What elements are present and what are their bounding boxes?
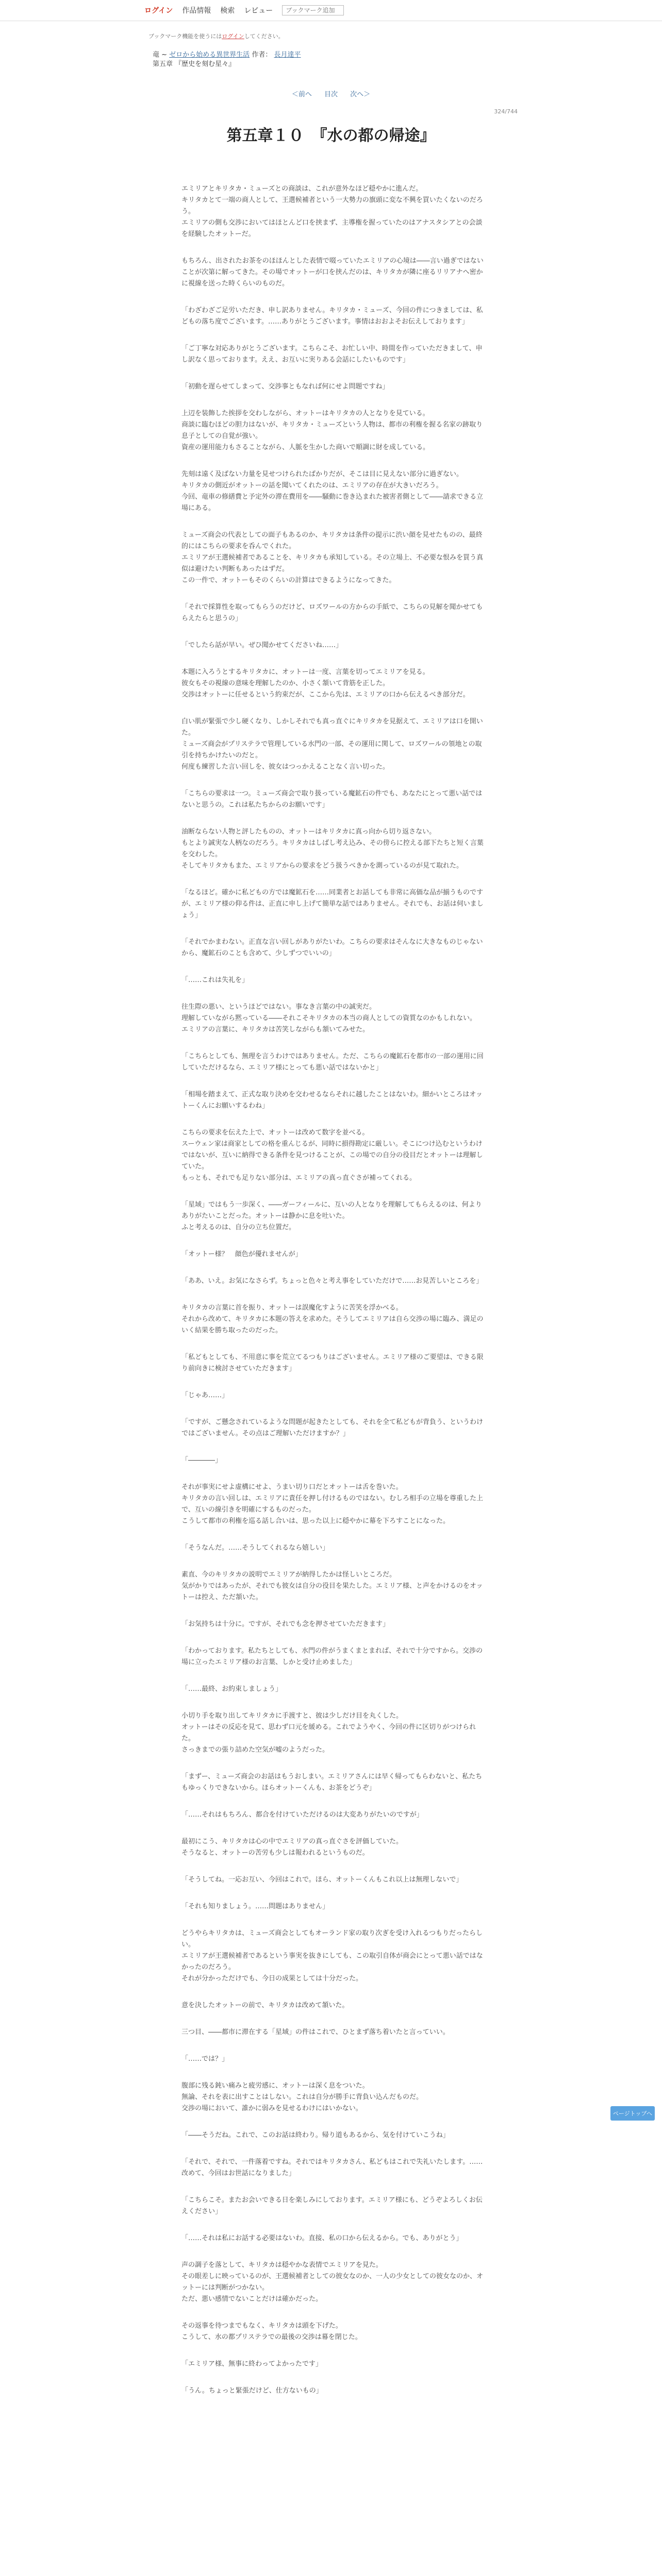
body-paragraph: もちろん、出されたお茶をのほほんとした表情で啜っていたエミリアの心境は――言い過ぎではないことが次第に解ってきた。その場でオットーが口を挟んだのは、キリタカが隣に座るリリアナへ密かに視線を送った時くらいのものだ。 xyxy=(181,257,484,287)
body-paragraph: 「それも知りましょう。……問題はありません」 xyxy=(181,1903,329,1910)
author-prefix: 作者： xyxy=(252,51,272,59)
notice-login-link[interactable]: ログイン xyxy=(222,33,244,40)
chapter-line xyxy=(153,60,301,69)
series-label: 竜 ~ xyxy=(153,51,168,59)
body-paragraph: 「まずー、ミューズ商会のお話はもうおしまい。エミリアさんには早く帰ってもらわないと、私たちもゆっくりできないから。ほらオットーくんも、お茶をどうぞ」 xyxy=(181,1773,483,1792)
body-paragraph: キリタカの言葉に首を振り、オットーは誤魔化すように苦笑を浮かべる。 それから改めて、キリタカに本題の答えを求めた。そうしてエミリアは自ら交渉の場に臨み、満足のいく結果を勝ち取ったのだった。 xyxy=(181,1304,484,1334)
body-paragraph: 「それでかまわない。正直な言い回しがありがたいわ。こちらの要求はそんなに大きなものじゃないから、魔鉱石のことも含めて、少しずつでいいの」 xyxy=(181,938,483,957)
body-paragraph: 「お気持ちは十分に。ですが、それでも念を押させていただきます」 xyxy=(181,1620,390,1628)
body-paragraph: 「なるほど。確かに私どもの方では魔鉱石を……同業者とお話しても非常に高価な品が揃うものですが、エミリア様の仰る件は、正直に申し上げて簡単な話ではありません。それでも、お話は伺いましょう」 xyxy=(181,889,484,919)
body-paragraph: 「こちらとしても、無理を言うわけではありません。ただ、こちらの魔鉱石を都市の一部の運用に回していただけるなら、エミリア様にとっても悪い話ではないかと」 xyxy=(181,1053,484,1072)
page-top-button[interactable]: ページトップへ xyxy=(610,2106,655,2121)
notice-prefix: ブックマーク機能を使うには xyxy=(148,33,222,40)
works-link[interactable]: 作品情報 xyxy=(182,7,211,15)
body-paragraph: 「わかっております。私たちとしても、水門の件がうまくまとまれば、それで十分ですから。交渉の場に立ったエミリア様のお言葉、しかと受け止めました」 xyxy=(181,1647,483,1666)
body-paragraph: 「オットー様？ 顔色が優れませんが」 xyxy=(181,1250,302,1258)
prev-episode-link[interactable]: ＜前へ xyxy=(291,91,312,98)
body-paragraph: 「……最終、お約束しましょう」 xyxy=(181,1685,283,1693)
body-paragraph: 「じゃあ……」 xyxy=(181,1392,229,1399)
novel-header xyxy=(153,50,301,69)
body-paragraph: 「私どもとしても、不用意に事を荒立てるつもりはございません。エミリア様のご要望は、できる限り前向きに検討させていただきます」 xyxy=(181,1353,484,1372)
body-paragraph: 「そうなんだ。……そうしてくれるなら嬉しい」 xyxy=(181,1544,329,1552)
chapter-subtitle: 『歴史を刻む星々』 xyxy=(175,60,236,68)
body-paragraph: その返事を待つまでもなく、キリタカは頭を下げた。 こうして、水の都プリステラでの最後の交渉は幕を閉じた。 xyxy=(181,2322,362,2341)
login-link[interactable]: ログイン xyxy=(144,7,173,15)
search-link[interactable]: 検索 xyxy=(220,7,235,15)
body-paragraph: 「ですが、ご懸念されているような問題が起きたとしても、それを全て私どもが背負う、というわけではございません。その点はご理解いただけますか？」 xyxy=(181,1418,484,1437)
body-paragraph: 「星域」ではもう一歩深く、――ガーフィールに、互いの人となりを理解してもらえるのは、何よりありがたいことだった。オットーは静かに息を吐いた。 ふと考えるのは、自分の立ち位置だ。 xyxy=(181,1201,482,1231)
body-paragraph: 本題に入ろうとするキリタカに、オットーは一度、言葉を切ってエミリアを見る。 彼女もその視線の意味を理解したのか、小さく頷いて背筋を正した。 交渉はオットーに任せるという約束だが、ここから先は、エミリアの口から伝えるべき部分だ。 xyxy=(181,668,470,699)
episode-navigation xyxy=(0,89,662,98)
body-paragraph: 「――――」 xyxy=(181,1456,222,1464)
body-paragraph: 「……それは私にお話する必要はないわ。直接、私の口から伝えるから。でも、ありがとう」 xyxy=(181,2234,463,2242)
body-paragraph: 小切り手を取り出してキリタカに手渡すと、彼は少しだけ目を丸くした。 オットーはその反応を見て、思わず口元を緩める。これでようやく、今回の件に区切りがつけられた。 さっきまでの張り詰めた空気が嘘のようだった。 xyxy=(181,1712,476,1754)
episode-title: 第五章１０ 『水の都の帰途』 xyxy=(226,127,436,145)
series-line xyxy=(153,50,301,60)
notice-suffix: してください。 xyxy=(244,33,284,40)
body-paragraph: エミリアとキリタカ・ミューズとの商談は、これが意外なほど穏やかに進んだ。 キリタカとて一端の商人として、王選候補者という一大勢力の旗頭に変な不興を買いたくないのだろう。 エミリアの側も交渉においてはほとんど口を挟まず、主導権を握っていたのはアナスタシアとの会談を経験したオットーだ。 xyxy=(181,185,483,238)
chapter-number: 第五章 xyxy=(153,60,173,68)
body-paragraph: 「エミリア様、無事に終わってよかったです」 xyxy=(181,2360,322,2368)
body-paragraph: 「……では？」 xyxy=(181,2055,229,2063)
body-paragraph: 「こちらの要求は一つ。ミューズ商会で取り扱っている魔鉱石の件でも、あなたにとって悪い話ではないと思うの。これは私たちからのお願いです」 xyxy=(181,790,483,809)
body-paragraph: それが事実にせよ虚構にせよ、うまい切り口だとオットーは舌を巻いた。 キリタカの言い回しは、エミリアに責任を押し付けるものではない。むしろ相手の立場を尊重した上で、互いの線引きを明確にするものだった。 こうして都市の利権を巡る話し合いは、思った以上に穏やかに幕を下ろすことになった。 xyxy=(181,1483,484,1525)
review-link[interactable]: レビュー xyxy=(244,7,273,15)
body-paragraph: 白い肌が緊張で少し硬くなり、しかしそれでも真っ直ぐにキリタカを見据えて、エミリアは口を開いた。 ミューズ商会がプリステラで管理している水門の一部、その運用に関して、ロズワールの領地との取引を持ちかけたいのだと。 何度も練習した言い回しを、彼女はつっかえることなく言い切った。 xyxy=(181,718,483,771)
body-paragraph: 「それで、それで、一件落着ですね。それではキリタカさん、私どもはこれで失礼いたします。……改めて、今回はお世話になりました」 xyxy=(181,2158,483,2177)
episode-number: 324/744 xyxy=(494,108,518,115)
body-paragraph: 「――そうだね。これで、このお話は終わり。帰り道もあるから、気を付けていこうね」 xyxy=(181,2131,450,2139)
body-paragraph: 素直、今のキリタカの説明でエミリアが納得したかは怪しいところだ。 気がかりではあったが、それでも彼女は自分の役目を果たした。エミリア様、と声をかけるのをオットーは控え、ただ頷いた。 xyxy=(181,1571,483,1601)
top-navigation-bar xyxy=(0,0,662,21)
next-episode-link[interactable]: 次へ＞ xyxy=(350,91,371,98)
series-title-link[interactable]: ゼロから始める異世界生活 xyxy=(169,51,250,59)
body-paragraph: 「そうしてね。一応お互い、今回はこれで。ほら、オットーくんもこれ以上は無理しないで」 xyxy=(181,1876,463,1884)
body-paragraph: 上辺を装飾した挨拶を交わしながら、オットーはキリタカの人となりを見ている。 商談に臨むほどの胆力はないが、キリタカ・ミューズという人物は、都市の利権を握る名家の跡取り息子としての自覚が強い。 資産の運用能力もさることながら、人脈を生かした商いで順調に財を成している。 xyxy=(181,410,483,451)
body-paragraph: 最初にこう、キリタカは心の中でエミリアの真っ直ぐさを評価していた。 そうなると、オットーの苦労も少しは報われるというものだ。 xyxy=(181,1838,403,1857)
body-paragraph: 先刻は遠く及ばない力量を見せつけられたばかりだが、そこは目に見えない部分に過ぎない。 キリタカの側近がオットーの話を聞いてくれたのは、エミリアの存在が大きいだろう。 今回、竜車の修繕費と予定外の滞在費用を――騒動に巻き込まれた被害者側として――請求できる立場にある。 xyxy=(181,470,484,512)
body-paragraph: 「相場を踏まえて、正式な取り決めを交わせるならそれに越したことはないわ。細かいところはオットーくんにお願いするわね」 xyxy=(181,1091,483,1110)
author-link[interactable]: 長月達平 xyxy=(274,51,301,59)
body-paragraph: 「ご丁寧な対応ありがとうございます。こちらこそ、お忙しい中、時間を作っていただきまして、申し訳なく思っております。ええ、お互いに実りある会話にしたいものです」 xyxy=(181,345,483,364)
top-navigation-items xyxy=(144,0,344,21)
body-paragraph: 「……これは失礼を」 xyxy=(181,976,249,984)
body-paragraph: 腹部に残る鈍い痛みと疲労感に、オットーは深く息をついた。 無論、それを表に出すことはしない。これは自分が勝手に背負い込んだものだ。 交渉の場において、誰かに弱みを見せるわけにはいかない。 xyxy=(181,2082,423,2112)
body-paragraph: 「こちらこそ。またお会いできる日を楽しみにしております。エミリア様にも、どうぞよろしくお伝えください」 xyxy=(181,2196,483,2215)
body-paragraph: 声の調子を落として、キリタカは穏やかな表情でエミリアを見た。 その眼差しに映っているのが、王選候補者としての彼女なのか、一人の少女としての彼女なのか、オットーには判断がつかない。 ただ、悪い感情でないことだけは確かだった。 xyxy=(181,2261,484,2303)
body-paragraph: 往生際の悪い、というほどではない。事なき言葉の中の誠実だ。 理解していながら黙っている――それこそキリタカの本当の商人としての資質なのかもしれない。 エミリアの言葉に、キリタカは苦笑しながらも頷いてみせた。 xyxy=(181,1003,477,1033)
body-paragraph: 「でしたら話が早い。ぜひ聞かせてくださいね……」 xyxy=(181,641,343,649)
body-paragraph: 「うん。ちょっと緊張だけど、仕方ないもの」 xyxy=(181,2387,323,2395)
body-paragraph: こちらの要求を伝えた上で、オットーは改めて数字を並べる。 スーウェン家は商家としての格を重んじるが、同時に損得勘定に厳しい。そこにつけ込むというわけではないが、互いに納得できる条件を見つけることが、この場での自分の役目だとオットーは理解していた。 もっとも、それでも足りない部分は、エミリアの真っ直ぐさが補ってくれる。 xyxy=(181,1129,483,1182)
body-paragraph: 「ああ、いえ。お気になさらず。ちょっと色々と考え事をしていただけで……お見苦しいところを」 xyxy=(181,1277,483,1285)
body-paragraph: どうやらキリタカは、ミューズ商会としてもオーランド家の取り次ぎを受け入れるつもりだったらしい。 エミリアが王選候補者であるという事実を抜きにしても、この取引自体が商会にとって悪い話ではなかったのだろう。 それが分かっただけでも、今日の成果としては十分だった。 xyxy=(181,1929,483,1982)
novel-body xyxy=(181,183,486,2412)
bookmark-input[interactable] xyxy=(282,5,344,15)
body-paragraph: ミューズ商会の代表としての面子もあるのか、キリタカは条件の提示に渋い顔を見せたものの、最終的にはこちらの要求を呑んでくれた。 エミリアが王選候補者であることを、キリタカも承知している。その立場上、不必要な恨みを買う真似は避けたい判断もあったはずだ。 この一件で、オットーもそのくらいの計算はできるようになってきた。 xyxy=(181,531,484,584)
body-paragraph: 「それで採算性を取ってもらうのだけど、ロズワールの方からの手紙で、こちらの見解を聞かせてもらえたらと思うの」 xyxy=(181,603,483,622)
body-paragraph: 油断ならない人物と評したものの、オットーはキリタカに真っ向から切り返さない。 もとより誠実な人柄なのだろう。キリタカはしばし考え込み、その傍らに控える部下たちと短く言葉を交わした。 そしてキリタカもまた、エミリアからの要求をどう扱うべきかを測っているのが見て取れた。 xyxy=(181,828,484,870)
body-paragraph: 「……それはもちろん、都合を付けていただけるのは大変ありがたいのですが」 xyxy=(181,1811,423,1819)
bookmark-notice xyxy=(148,32,284,40)
body-paragraph: 意を決したオットーの前で、キリタカは改めて頷いた。 xyxy=(181,2002,349,2009)
body-paragraph: 「わざわざご足労いただき、申し訳ありません。キリタカ・ミューズ、今回の件につきましては、私どもの落ち度でございます。……ありがとうございます。事情はおおよそお伝えしております」 xyxy=(181,307,483,326)
table-of-contents-link[interactable]: 目次 xyxy=(324,91,338,98)
body-paragraph: 「初動を遅らせてしまって、交渉事ともなれば何にせよ問題ですね」 xyxy=(181,383,389,391)
body-paragraph: 三つ目、――都市に滞在する「星域」の件はこれで、ひとまず落ち着いたと言っていい。 xyxy=(181,2028,450,2036)
